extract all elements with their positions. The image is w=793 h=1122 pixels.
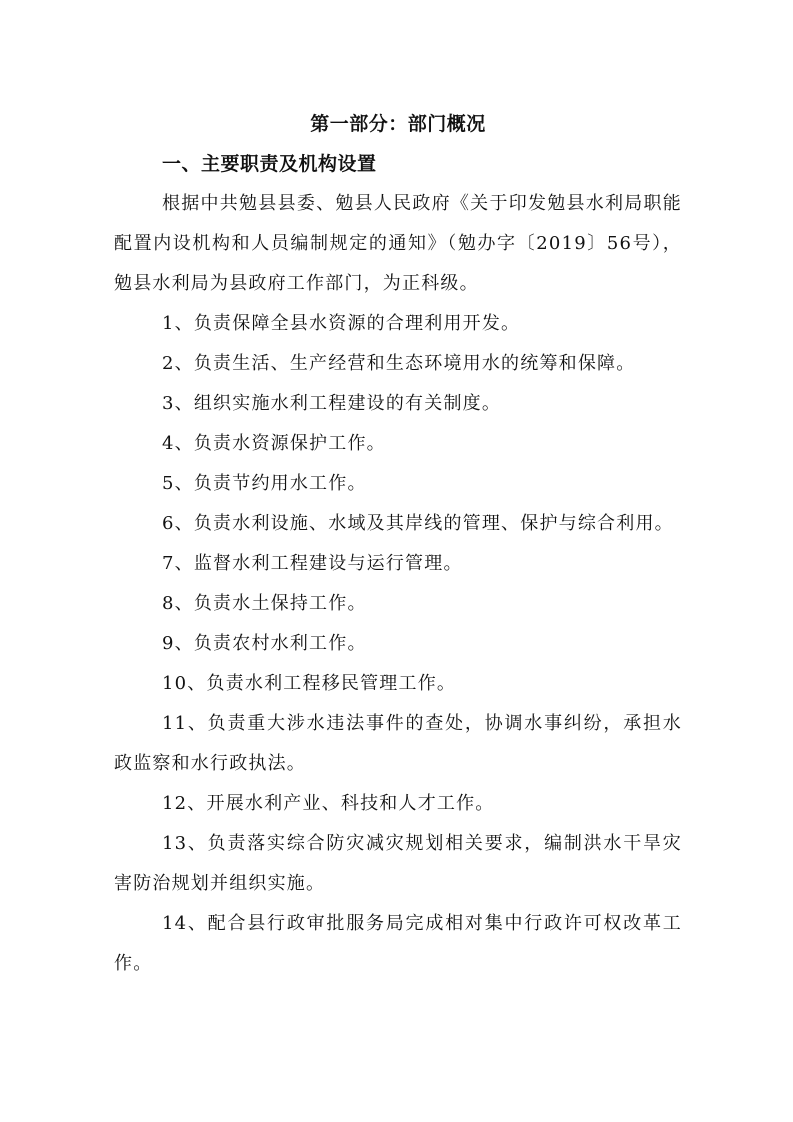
section-heading: 一、主要职责及机构设置 xyxy=(162,153,377,175)
duty-item: 6、负责水利设施、水域及其岸线的管理、保护与综合利用。 xyxy=(162,513,674,534)
duty-item: 10、负责水利工程移民管理工作。 xyxy=(162,673,457,694)
intro-paragraph: 根据中共勉县县委、勉县人民政府《关于印发勉县水利局职能配置内设机构和人员编制规定的通知》（勉办字〔2019〕56号），勉县水利局为县政府工作部门，为正科级。 xyxy=(114,193,682,294)
duty-item: 7、监督水利工程建设与运行管理。 xyxy=(162,553,463,574)
duty-item: 4、负责水资源保护工作。 xyxy=(162,433,386,454)
duty-list xyxy=(114,304,682,984)
duty-item: 3、组织实施水利工程建设的有关制度。 xyxy=(162,393,502,414)
duty-item: 5、负责节约用水工作。 xyxy=(162,473,367,494)
duty-item: 8、负责水土保持工作。 xyxy=(162,593,367,614)
duty-item: 13、负责落实综合防灾减灾规划相关要求，编制洪水干旱灾害防治规划并组织实施。 xyxy=(114,833,682,894)
duty-item: 14、配合县行政审批服务局完成相对集中行政许可权改革工作。 xyxy=(114,913,682,974)
duty-item: 1、负责保障全县水资源的合理利用开发。 xyxy=(162,313,521,334)
duty-item: 12、开展水利产业、科技和人才工作。 xyxy=(162,793,495,814)
document-body xyxy=(114,104,682,984)
duty-item: 2、负责生活、生产经营和生态环境用水的统筹和保障。 xyxy=(162,353,636,374)
document-title: 第一部分：部门概况 xyxy=(310,113,486,135)
duty-item: 11、负责重大涉水违法事件的查处，协调水事纠纷，承担水政监察和水行政执法。 xyxy=(114,713,682,774)
duty-item: 9、负责农村水利工作。 xyxy=(162,633,367,654)
